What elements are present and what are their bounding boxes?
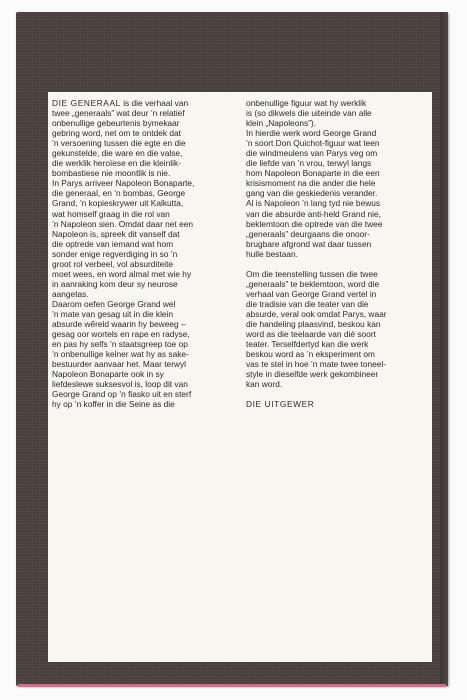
- blurb-panel: [48, 92, 432, 662]
- blurb-paragraph-6: Om die teenstelling tussen die twee „generaals” te beklemtoon, word die verhaal van George Grand vertel in die tradisie van die teater van die absurde, veral ook omdat Parys, waar die handeling plaasvind, beskou kan word as die teelaarde van dié soort teater. Terselfdertyd kan die werk beskou word as ’n eksperiment om vas te stel in hoe ’n mate twee toneel- style in dieselfde werk gekombineer kan word.: [246, 268, 387, 390]
- blurb-left-column: [52, 98, 234, 409]
- blurb-paragraph-1-body: is die verhaal van twee „generaals” wat deur ’n relatief onbenullige gebeurtenis bymekaar gebring word, net om te ontdek dat ’n versoening tussen die egte en die gekunstelde, die ware en die valse, die werklik heroïese en die kleinlik- bombastiese nie moontlik is nie.: [52, 98, 189, 179]
- blurb-paragraph-4: onbenullige figuur wat hy werklik is (so dikwels die uiteinde van alle klein „Napoleons”).: [246, 98, 372, 129]
- book-spine: [440, 12, 448, 686]
- blurb-paragraph-2: In Parys arriveer Napoleon Bonaparte, die generaal, en ’n bombas, George Grand, ’n kopieskrywer uit Kalkutta, wat homself graag in die rol van ’n Napoleon sien. Omdat daar net een Napoleon is, spreek dit vanself dat die optrede van iemand wat hom sonder enige regverdiging in so ’n groot rol verbeel, vol absurditeite moet wees, en word almal met wie hy in aanraking kom deur sy neurose aangetas.: [52, 178, 195, 299]
- blurb-paragraph-5: In hierdie werk word George Grand ’n soort Don Quichot-figuur wat teen die windmeulens van Parys veg om die liefde van ’n vrou, terwyl langs hom Napoleon Bonaparte in die een krisismoment na die ander die hele gang van die geskiedenis verander. Al is Napoleon ’n lang tyd nie bewus van die absurde anti-held Grand nie, beklemtoon die optrede van die twee „generaals” deurgaans die onoor- brugbare afgrond wat daar tussen hulle bestaan.: [246, 128, 383, 259]
- blurb-right-column: [246, 98, 428, 409]
- paragraph-gap: [246, 259, 428, 269]
- blurb-paragraph-3: Daarom oefen George Grand wel ’n mate van gesag uit in die klein absurde wêreld waarin hy beweeg – gesag oor wortels en rape en radyse, en pas hy selfs ’n staatsgreep toe op ’n onbenullige kelner wat hy as sake- bestuurder aanvaar het. Maar terwyl Napoleon Bonaparte ook in sy liefdeslewe suksesvol is, loop dit van George Grand op ’n fiasko uit en sterf hy op ’n koffer in die Seine as die: [52, 298, 192, 410]
- book-title-inline: DIE GENERAAL: [52, 98, 121, 108]
- book-bottom-edge: [18, 684, 446, 687]
- publisher-signature: DIE UITGEWER: [246, 399, 315, 410]
- blurb-paragraph-1: [52, 98, 234, 178]
